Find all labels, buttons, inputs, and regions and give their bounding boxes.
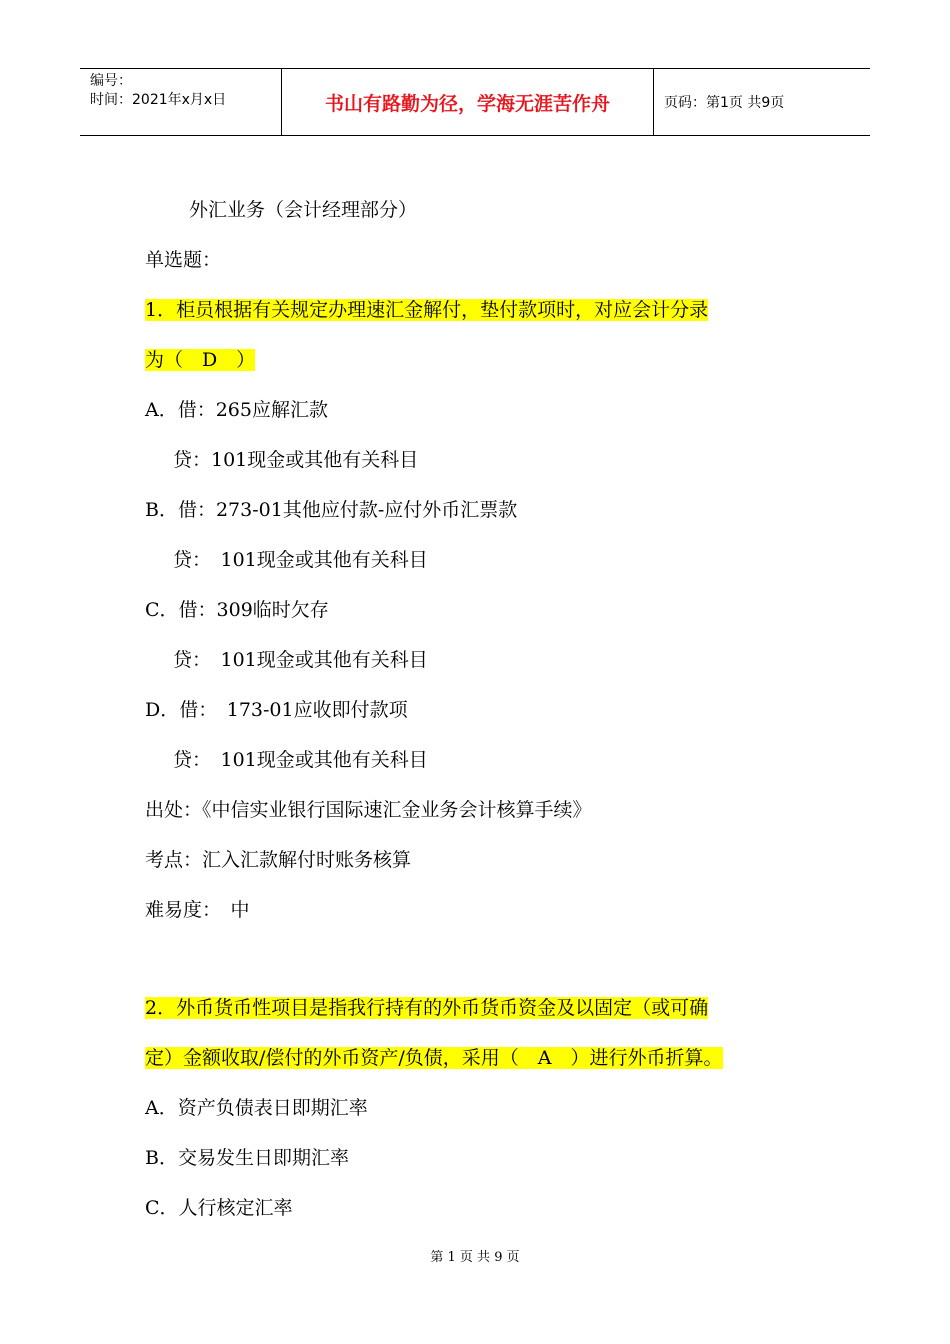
q1-point: 考点：汇入汇款解付时账务核算	[145, 849, 412, 871]
q2-stem-line2	[145, 1038, 825, 1088]
q1-option-b-credit: 贷： 101现金或其他有关科目	[173, 549, 428, 571]
header-table	[80, 68, 870, 136]
q1-difficulty: 难易度： 中	[145, 899, 250, 921]
q1-stem-line2	[145, 340, 825, 390]
section-heading: 单选题：	[145, 249, 222, 271]
time-label: 时间：2021年x月x日	[90, 92, 227, 108]
doc-title: 外汇业务（会计经理部分）	[189, 199, 418, 221]
q1-option-b-debit: B．借：273-01其他应付款-应付外币汇票款	[145, 499, 518, 521]
document-body	[145, 190, 825, 1238]
q1-stem-line1	[145, 290, 825, 340]
q2-option-b: B．交易发生日即期汇率	[145, 1147, 349, 1169]
spacer	[145, 940, 825, 988]
page-footer: 第 1 页 共 9 页	[430, 1250, 520, 1265]
q1-option-a-credit: 贷：101现金或其他有关科目	[173, 449, 419, 471]
q2-option-a: A．资产负债表日即期汇率	[145, 1097, 368, 1119]
q1-option-a-debit: A．借：265应解汇款	[145, 399, 328, 421]
q2-stem-line1	[145, 988, 825, 1038]
motto-text: 书山有路勤为径，学海无涯苦作舟	[324, 92, 610, 115]
q1-source: 出处：《中信实业银行国际速汇金业务会计核算手续》	[145, 799, 592, 821]
q1-option-c-debit: C．借：309临时欠存	[145, 599, 329, 621]
header-meta-cell	[80, 69, 282, 135]
page-info: 页码：第1页 共9页	[664, 95, 785, 111]
q2-stem-line2-text: 定）金额收取/偿付的外币资产/负债，采用（ A ）进行外币折算。	[145, 1047, 723, 1069]
q1-option-d-credit: 贷： 101现金或其他有关科目	[173, 749, 428, 771]
header-page-cell	[654, 69, 870, 135]
q1-option-c-credit: 贷： 101现金或其他有关科目	[173, 649, 428, 671]
q2-option-c: C．人行核定汇率	[145, 1197, 293, 1219]
number-label: 编号：	[90, 73, 132, 89]
q1-stem-line1-text: 1．柜员根据有关规定办理速汇金解付，垫付款项时，对应会计分录	[145, 299, 709, 321]
q2-stem-line1-text: 2．外币货币性项目是指我行持有的外币货币资金及以固定（或可确	[145, 997, 709, 1019]
q1-option-d-debit: D．借： 173-01应收即付款项	[145, 699, 408, 721]
q1-stem-line2-text: 为（ D ）	[145, 349, 256, 371]
header-motto-cell	[282, 69, 654, 135]
